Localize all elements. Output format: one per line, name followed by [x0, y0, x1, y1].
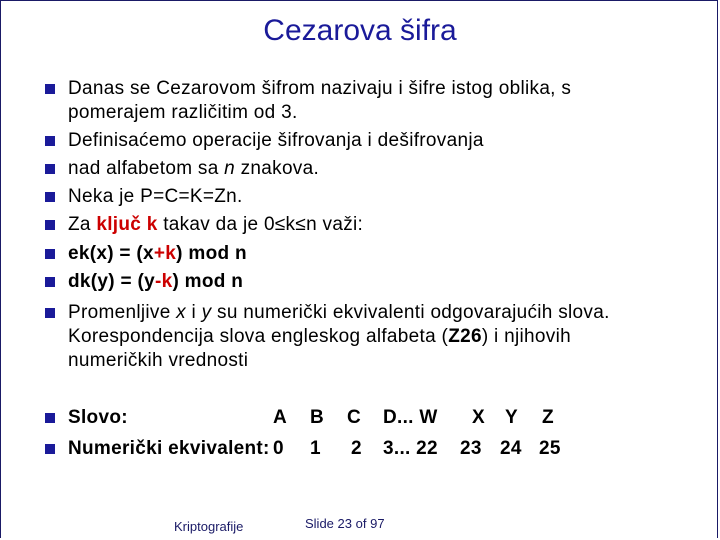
bullet-text-end: takav da je 0≤k≤n važi:: [157, 214, 364, 235]
bullet-square-icon: [45, 277, 55, 287]
bullet-text: Definisaćemo operacije šifrovanja i dešifrovanja: [68, 130, 484, 151]
formula-text: dk(y) = (y: [68, 271, 155, 292]
bullet-square-icon: [45, 308, 55, 318]
letter-cell: A: [273, 407, 288, 428]
key-highlight: ključ k: [96, 214, 158, 235]
letter-cell: Y: [505, 407, 518, 428]
value-cell: 25: [539, 438, 561, 459]
letter-cell: D... W: [383, 407, 438, 428]
bullet-text: Neka je P=C=K=Zn.: [68, 186, 243, 207]
slide-total: 97: [370, 516, 385, 531]
formula-text-end: ) mod n: [172, 271, 244, 292]
value-cell: 2: [351, 438, 362, 459]
bullet-square-icon: [45, 136, 55, 146]
italic-y: y: [201, 302, 212, 323]
footer-slide-counter: [305, 516, 385, 531]
value-cell: 3... 22: [383, 438, 438, 459]
letter-cell: X: [472, 407, 485, 428]
bullet-square-icon: [45, 249, 55, 259]
value-cell: 24: [500, 438, 522, 459]
letter-cell: B: [310, 407, 325, 428]
formula-text: ek(x) = (x: [68, 243, 154, 264]
slide-number: 23: [337, 516, 353, 531]
italic-n: n: [224, 158, 236, 179]
bullet-square-icon: [45, 413, 55, 423]
slide-title: Cezarova šifra: [263, 14, 457, 47]
row-label: Numerički ekvivalent:: [68, 438, 270, 459]
formula-highlight: +k: [153, 243, 177, 264]
bullet-text-cont: numeričkih vrednosti: [68, 350, 249, 371]
bullet-text: nad alfabetom sa: [68, 158, 225, 179]
row-label: Slovo:: [68, 407, 128, 428]
slide-of: of: [355, 516, 367, 531]
italic-x: x: [176, 302, 186, 323]
bullet-text: Danas se Cezarovom šifrom nazivaju i šifre istog oblika, s: [68, 78, 572, 99]
value-cell: 1: [310, 438, 321, 459]
bullet-text-cont: pomerajem različitim od 3.: [68, 102, 298, 123]
bullet-text-mid: i: [185, 302, 202, 323]
bullet-square-icon: [45, 220, 55, 230]
bullet-text: Promenljive: [68, 302, 177, 323]
bullet-text-cont-end: ) i njihovih: [481, 326, 571, 347]
footer-course: Kriptografije: [174, 519, 244, 534]
bullet-text-cont: Korespondencija slova engleskog alfabeta (: [68, 326, 449, 347]
bullet-square-icon: [45, 164, 55, 174]
value-cell: 23: [460, 438, 482, 459]
letter-cell: Z: [542, 407, 554, 428]
value-cell: 0: [273, 438, 284, 459]
letter-cell: C: [347, 407, 362, 428]
slide-label: Slide: [305, 516, 334, 531]
bullet-square-icon: [45, 444, 55, 454]
bullet-square-icon: [45, 192, 55, 202]
bullet-text-end: znakova.: [235, 158, 320, 179]
formula-highlight: -k: [154, 271, 173, 292]
formula-text-end: ) mod n: [176, 243, 247, 264]
bullet-text-end: su numerički ekvivalenti odgovarajućih slova.: [211, 302, 610, 323]
bullet-text: Za: [68, 214, 97, 235]
alphabet-bold: Z26: [448, 326, 482, 347]
bullet-square-icon: [45, 84, 55, 94]
